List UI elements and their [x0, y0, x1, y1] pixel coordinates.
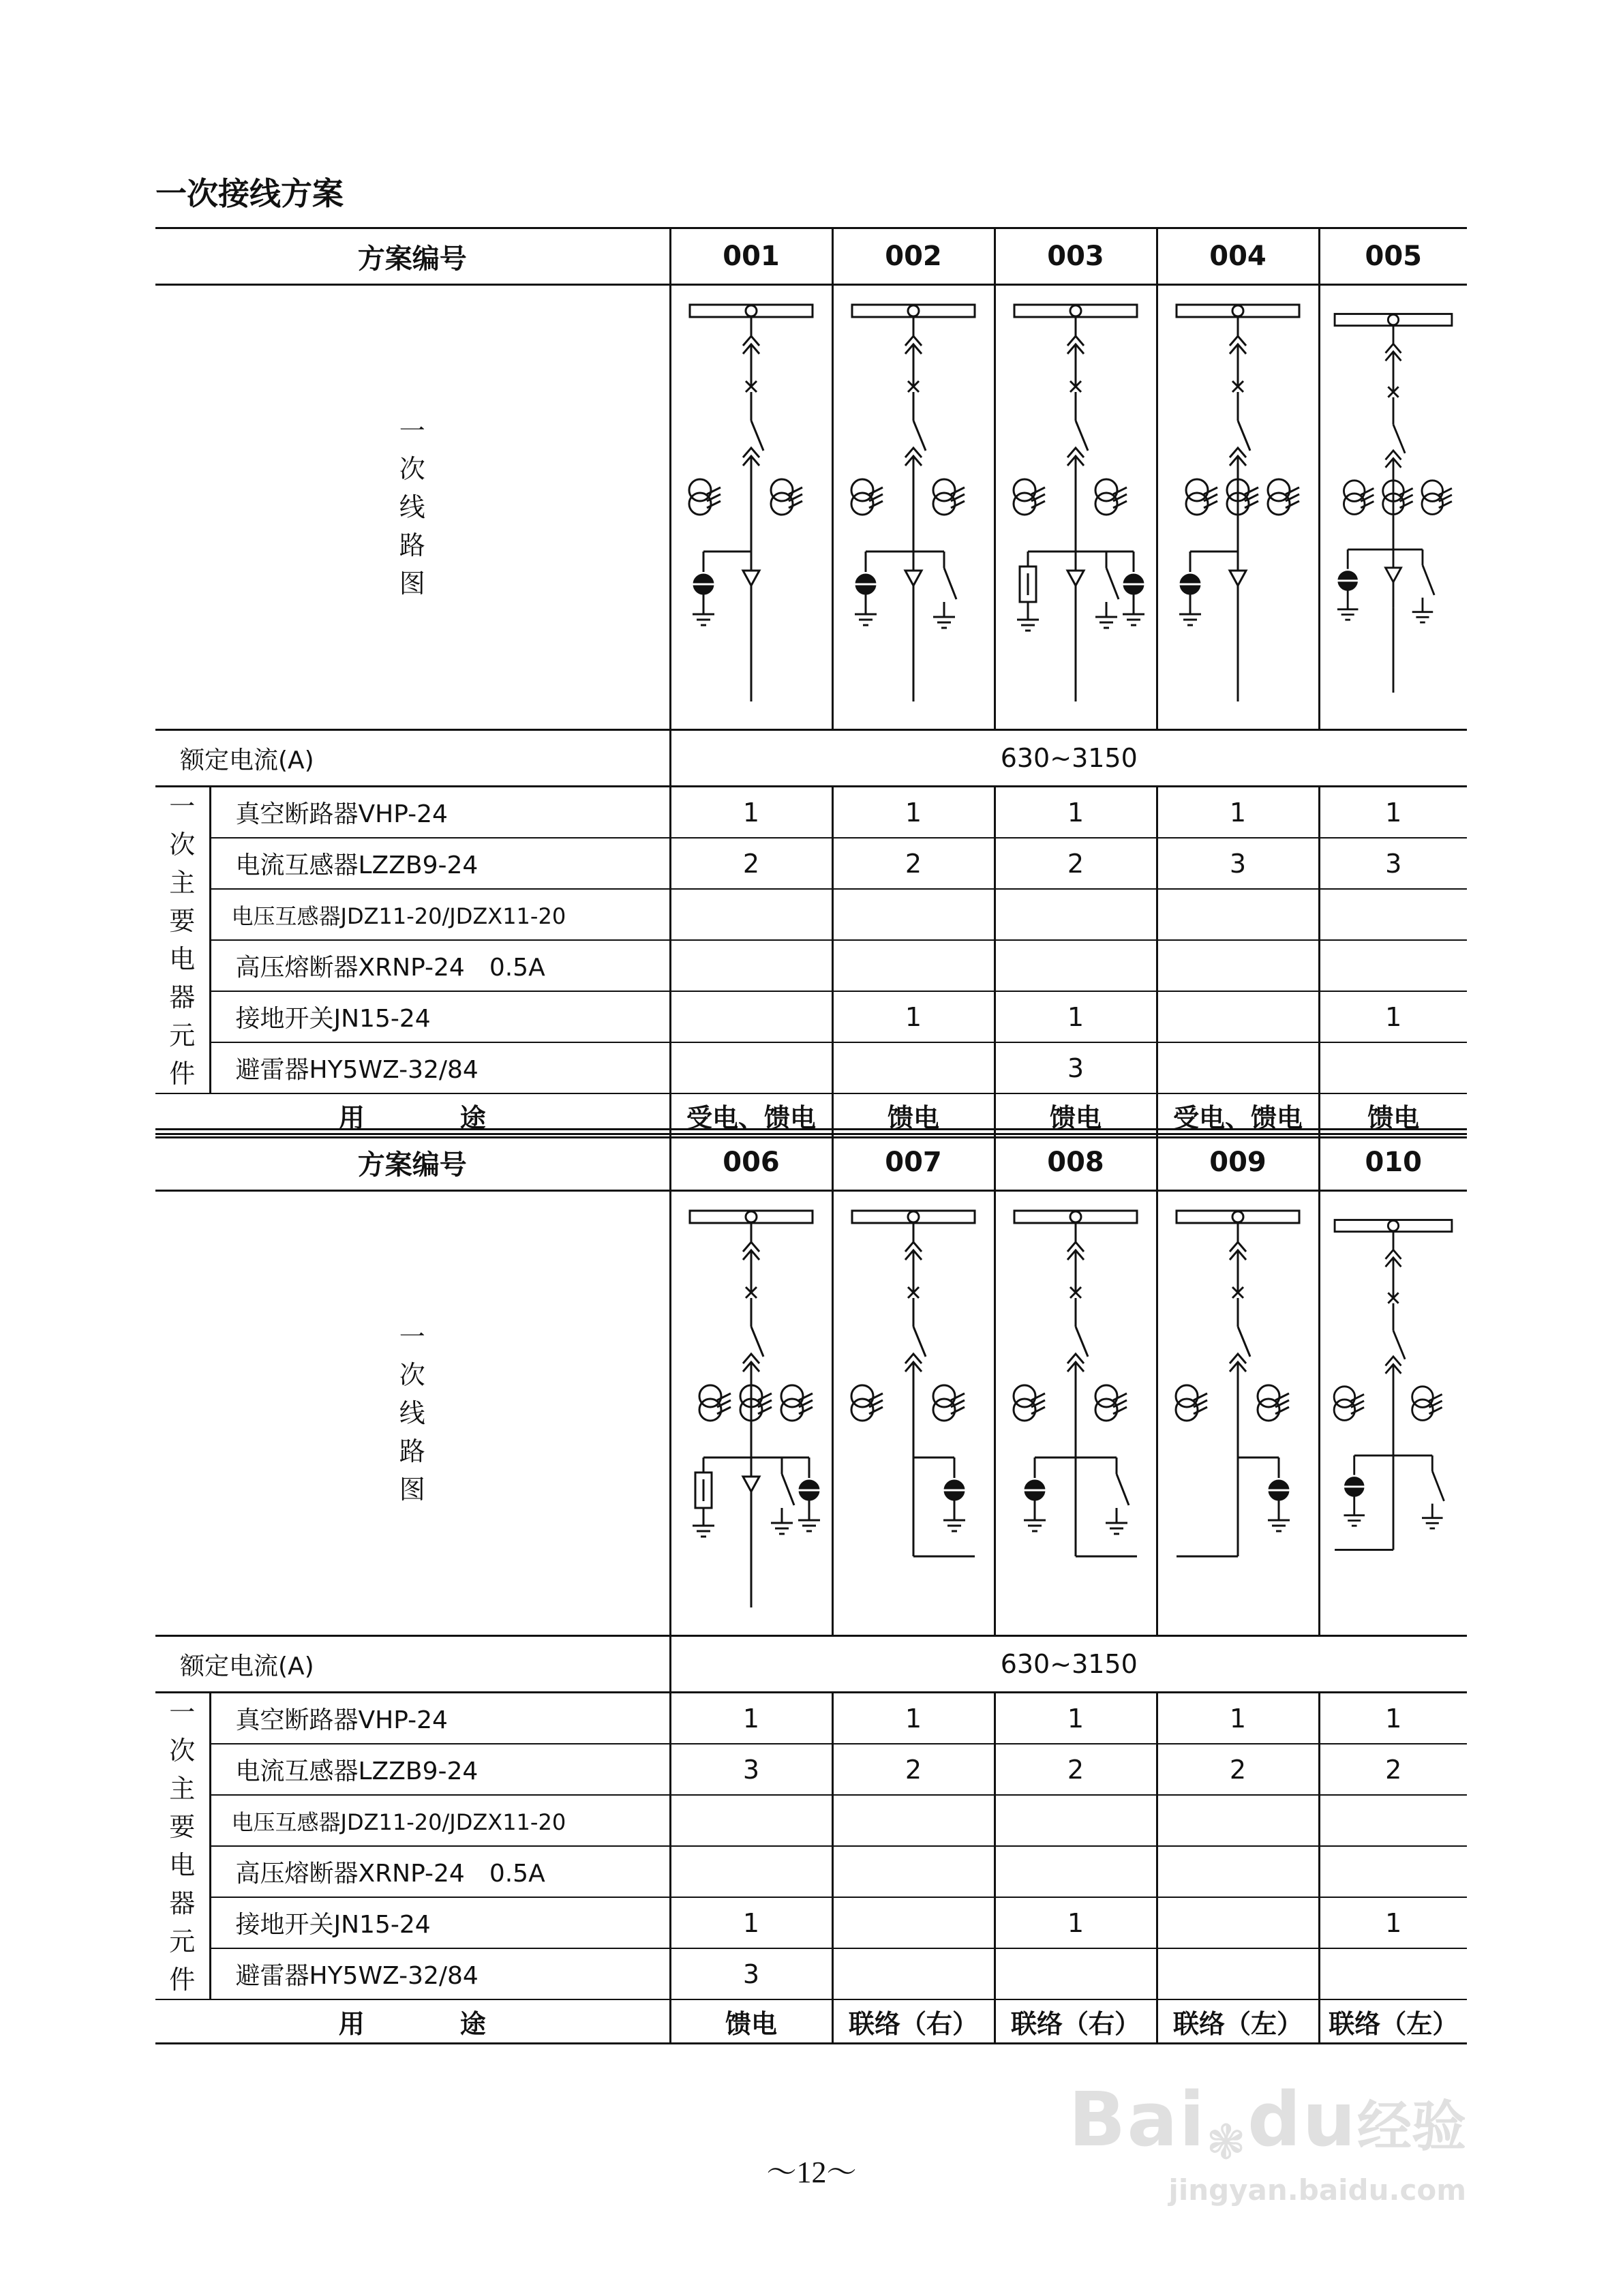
busbar-connection-icon: [1232, 1211, 1243, 1222]
wiring-diagram: [1319, 285, 1467, 730]
scheme-no-label: 方案编号: [155, 228, 670, 285]
element-qty: 2: [832, 838, 995, 889]
current-transformer-icon: [851, 1399, 873, 1421]
current-transformer-icon: [933, 1385, 955, 1407]
schematic-line: [717, 1407, 731, 1414]
schematic-line: [1400, 501, 1413, 508]
earthing-switch-icon: [782, 1474, 794, 1505]
current-transformer-icon: [689, 493, 711, 515]
element-qty: 1: [832, 991, 995, 1042]
scheme-number: 001: [670, 228, 832, 285]
schematic-line: [1031, 1407, 1045, 1414]
busbar-connection-icon: [1070, 305, 1081, 316]
usage-value: 联络（左）: [1157, 1999, 1319, 2044]
table-divider: [155, 1128, 1467, 1132]
current-transformer-icon: [1014, 1385, 1035, 1407]
current-transformer-icon: [1422, 481, 1443, 502]
current-transformer-icon: [1258, 1399, 1279, 1421]
circuit-breaker-icon: [913, 1327, 926, 1357]
element-qty: 2: [670, 838, 832, 889]
schematic-line: [951, 501, 965, 508]
wiring-diagram: [1157, 1191, 1319, 1636]
page-number: ～12～: [766, 2156, 857, 2189]
current-transformer-icon: [1268, 479, 1290, 501]
element-qty: [1319, 1948, 1467, 1999]
wiring-diagram: [670, 1191, 832, 1636]
schematic-line: [1031, 501, 1045, 508]
watermark-logo: Bai❃du经验 jingyan.baidu.com: [1068, 2076, 1466, 2207]
element-qty: [1319, 1795, 1467, 1846]
current-transformer-icon: [1334, 1400, 1355, 1421]
page-title: 一次接线方案: [155, 175, 344, 212]
current-transformer-icon: [1014, 479, 1035, 501]
element-qty: [832, 1795, 995, 1846]
wiring-diagram: [1319, 1191, 1467, 1636]
element-qty: [995, 1795, 1157, 1846]
element-name: 电压互感器JDZ11-20/JDZX11-20: [210, 889, 670, 940]
arrester-icon: [743, 1477, 759, 1492]
element-qty: [832, 889, 995, 940]
usage-value: 联络（右）: [832, 1999, 995, 2044]
element-qty: 2: [1319, 1744, 1467, 1795]
schematic-line: [1194, 1393, 1207, 1400]
current-transformer-icon: [699, 1385, 721, 1407]
element-qty: [1157, 1897, 1319, 1948]
schematic-line: [1275, 1393, 1289, 1400]
current-transformer-icon: [699, 1399, 721, 1421]
schematic-line: [1400, 488, 1413, 495]
rated-current-label: 额定电流(A): [155, 1636, 670, 1693]
schematic-line: [951, 1407, 965, 1414]
schematic-line: [1245, 487, 1258, 494]
schematic-line: [951, 1393, 965, 1400]
schematic-line: [1245, 501, 1258, 508]
element-name: 电流互感器LZZB9-24: [210, 838, 670, 889]
usage-value: 馈电: [995, 1093, 1157, 1138]
element-qty: 3: [1157, 838, 1319, 889]
wiring-diagram: [1157, 285, 1319, 730]
current-transformer-icon: [1412, 1400, 1434, 1421]
schematic-line: [758, 1393, 772, 1400]
rated-current-value: 630~3150: [670, 730, 1467, 787]
element-name: 避雷器HY5WZ-32/84: [210, 1948, 670, 1999]
main-elements-group-label: 一 次 主 要 电 器 元 件: [155, 1693, 210, 2000]
current-transformer-icon: [933, 479, 955, 501]
element-qty: 2: [832, 1744, 995, 1795]
schematic-line: [951, 487, 965, 494]
element-name: 避雷器HY5WZ-32/84: [210, 1042, 670, 1093]
schematic-line: [869, 501, 883, 508]
schematic-line: [789, 501, 802, 508]
arrester-icon: [1067, 571, 1084, 586]
element-qty: [1157, 1042, 1319, 1093]
current-transformer-icon: [781, 1399, 803, 1421]
element-qty: 1: [995, 1693, 1157, 1744]
busbar-connection-icon: [746, 305, 757, 316]
element-qty: 3: [670, 1744, 832, 1795]
wiring-diagram: [832, 285, 995, 730]
element-qty: 1: [995, 1897, 1157, 1948]
scheme-number: 007: [832, 1134, 995, 1191]
usage-value: 馈电: [670, 1999, 832, 2044]
element-qty: 1: [832, 1693, 995, 1744]
current-transformer-icon: [1095, 479, 1117, 501]
usage-value: 受电、馈电: [1157, 1093, 1319, 1138]
usage-value: 受电、馈电: [670, 1093, 832, 1138]
arrester-icon: [743, 571, 759, 586]
schematic-line: [869, 487, 883, 494]
usage-label: 用 途: [155, 1093, 670, 1138]
circuit-breaker-icon: [1076, 421, 1088, 451]
earthing-switch-icon: [1423, 565, 1434, 595]
rated-current-value: 630~3150: [670, 1636, 1467, 1693]
schematic-line: [1439, 488, 1452, 495]
diagram-label: 一 次 线 路 图: [155, 285, 670, 730]
current-transformer-icon: [1412, 1387, 1434, 1408]
element-qty: [832, 1948, 995, 1999]
element-qty: 2: [995, 1744, 1157, 1795]
element-qty: 3: [1319, 838, 1467, 889]
element-qty: [670, 1846, 832, 1897]
current-transformer-icon: [771, 493, 793, 515]
wiring-diagram: [995, 1191, 1157, 1636]
main-elements-group-label: 一 次 主 要 电 器 元 件: [155, 787, 210, 1094]
scheme-number: 003: [995, 228, 1157, 285]
wiring-diagram: [670, 285, 832, 730]
current-transformer-icon: [1422, 494, 1443, 515]
current-transformer-icon: [1258, 1385, 1279, 1407]
element-qty: 1: [670, 1693, 832, 1744]
schematic-line: [1031, 487, 1045, 494]
scheme-number: 010: [1319, 1134, 1467, 1191]
element-qty: 1: [1319, 991, 1467, 1042]
busbar-connection-icon: [908, 305, 919, 316]
earthing-switch-icon: [1433, 1471, 1444, 1501]
element-qty: [1157, 940, 1319, 991]
scheme-number: 004: [1157, 228, 1319, 285]
element-qty: 2: [995, 838, 1157, 889]
usage-value: 馈电: [1319, 1093, 1467, 1138]
scheme-no-label: 方案编号: [155, 1134, 670, 1191]
arrester-icon: [1230, 571, 1246, 586]
schematic-line: [707, 501, 721, 508]
earthing-switch-icon: [1117, 1474, 1129, 1505]
element-name: 接地开关JN15-24: [210, 1897, 670, 1948]
element-qty: 1: [670, 787, 832, 839]
element-qty: 1: [995, 991, 1157, 1042]
circuit-breaker-icon: [751, 421, 763, 451]
current-transformer-icon: [1268, 493, 1290, 515]
current-transformer-icon: [851, 493, 873, 515]
current-transformer-icon: [1014, 1399, 1035, 1421]
element-qty: [995, 940, 1157, 991]
current-transformer-icon: [1186, 493, 1208, 515]
element-qty: [1319, 889, 1467, 940]
rated-current-label: 额定电流(A): [155, 730, 670, 787]
element-name: 电压互感器JDZ11-20/JDZX11-20: [210, 1795, 670, 1846]
element-qty: [832, 1042, 995, 1093]
element-name: 高压熔断器XRNP-24 0.5A: [210, 940, 670, 991]
earthing-switch-icon: [944, 568, 956, 599]
element-qty: 1: [1319, 787, 1467, 839]
circuit-breaker-icon: [1076, 1327, 1088, 1357]
element-name: 真空断路器VHP-24: [210, 1693, 670, 1744]
schematic-line: [1113, 487, 1127, 494]
element-qty: [1157, 1795, 1319, 1846]
element-qty: [995, 889, 1157, 940]
circuit-breaker-icon: [1238, 421, 1250, 451]
current-transformer-icon: [1344, 494, 1365, 515]
current-transformer-icon: [851, 479, 873, 501]
usage-value: 联络（左）: [1319, 1999, 1467, 2044]
element-qty: [832, 1897, 995, 1948]
schematic-line: [1361, 488, 1374, 495]
scheme-number: 002: [832, 228, 995, 285]
element-qty: 1: [995, 787, 1157, 839]
current-transformer-icon: [1344, 481, 1365, 502]
element-qty: [1319, 1042, 1467, 1093]
scheme-number: 009: [1157, 1134, 1319, 1191]
element-qty: [832, 1846, 995, 1897]
element-qty: [670, 1042, 832, 1093]
current-transformer-icon: [851, 1385, 873, 1407]
scheme-table-1: [155, 227, 1467, 1138]
element-qty: 1: [1319, 1897, 1467, 1948]
earthing-switch-icon: [1106, 568, 1119, 599]
current-transformer-icon: [1095, 493, 1117, 515]
busbar-connection-icon: [1389, 314, 1399, 324]
current-transformer-icon: [771, 479, 793, 501]
current-transformer-icon: [1186, 479, 1208, 501]
element-qty: [995, 1846, 1157, 1897]
circuit-breaker-icon: [1393, 425, 1405, 453]
diagram-label: 一 次 线 路 图: [155, 1191, 670, 1636]
element-qty: 1: [832, 787, 995, 839]
busbar-connection-icon: [1070, 1211, 1081, 1222]
element-name: 电流互感器LZZB9-24: [210, 1744, 670, 1795]
wiring-diagram: [995, 285, 1157, 730]
current-transformer-icon: [1095, 1399, 1117, 1421]
schematic-line: [1429, 1394, 1442, 1401]
usage-value: 联络（右）: [995, 1999, 1157, 2044]
schematic-line: [799, 1407, 813, 1414]
element-qty: 1: [1319, 1693, 1467, 1744]
schematic-line: [1351, 1394, 1364, 1401]
current-transformer-icon: [1176, 1399, 1198, 1421]
schematic-line: [717, 1393, 731, 1400]
schematic-line: [1113, 1393, 1127, 1400]
element-qty: 1: [670, 1897, 832, 1948]
element-qty: [995, 1948, 1157, 1999]
schematic-line: [1204, 501, 1217, 508]
busbar-connection-icon: [746, 1211, 757, 1222]
schematic-line: [1286, 501, 1299, 508]
element-qty: [1157, 991, 1319, 1042]
schematic-line: [1204, 487, 1217, 494]
element-qty: 3: [670, 1948, 832, 1999]
element-qty: [670, 889, 832, 940]
element-qty: [1319, 1846, 1467, 1897]
element-qty: [1157, 1948, 1319, 1999]
element-name: 高压熔断器XRNP-24 0.5A: [210, 1846, 670, 1897]
element-qty: [1319, 940, 1467, 991]
busbar-connection-icon: [908, 1211, 919, 1222]
scheme-number: 006: [670, 1134, 832, 1191]
element-qty: [1157, 1846, 1319, 1897]
element-qty: [1157, 889, 1319, 940]
circuit-breaker-icon: [751, 1327, 763, 1357]
element-qty: 1: [1157, 1693, 1319, 1744]
schematic-line: [1286, 487, 1299, 494]
schematic-line: [707, 487, 721, 494]
current-transformer-icon: [933, 493, 955, 515]
scheme-number: 005: [1319, 228, 1467, 285]
current-transformer-icon: [933, 1399, 955, 1421]
element-qty: 2: [1157, 1744, 1319, 1795]
schematic-line: [1439, 501, 1452, 508]
element-name: 真空断路器VHP-24: [210, 787, 670, 839]
arrester-icon: [905, 571, 922, 586]
current-transformer-icon: [689, 479, 711, 501]
circuit-breaker-icon: [1393, 1331, 1405, 1359]
schematic-line: [1429, 1407, 1442, 1414]
current-transformer-icon: [1095, 1385, 1117, 1407]
current-transformer-icon: [1176, 1385, 1198, 1407]
element-qty: 3: [995, 1042, 1157, 1093]
schematic-line: [1275, 1407, 1289, 1414]
circuit-breaker-icon: [913, 421, 926, 451]
usage-value: 馈电: [832, 1093, 995, 1138]
element-qty: [670, 1795, 832, 1846]
busbar-connection-icon: [1389, 1220, 1399, 1230]
schematic-line: [1361, 501, 1374, 508]
schematic-line: [1113, 1407, 1127, 1414]
arrester-icon: [1386, 568, 1401, 582]
element-qty: [670, 940, 832, 991]
usage-label: 用 途: [155, 1999, 670, 2044]
element-name: 接地开关JN15-24: [210, 991, 670, 1042]
element-qty: [670, 991, 832, 1042]
schematic-line: [1194, 1407, 1207, 1414]
schematic-line: [869, 1393, 883, 1400]
schematic-line: [869, 1407, 883, 1414]
schematic-line: [1113, 501, 1127, 508]
element-qty: 1: [1157, 787, 1319, 839]
busbar-connection-icon: [1232, 305, 1243, 316]
current-transformer-icon: [1014, 493, 1035, 515]
scheme-number: 008: [995, 1134, 1157, 1191]
current-transformer-icon: [1334, 1387, 1355, 1408]
schematic-line: [1351, 1407, 1364, 1414]
schematic-line: [1031, 1393, 1045, 1400]
scheme-table-2: [155, 1133, 1467, 2044]
circuit-breaker-icon: [1238, 1327, 1250, 1357]
wiring-diagram: [832, 1191, 995, 1636]
current-transformer-icon: [781, 1385, 803, 1407]
schematic-line: [758, 1407, 772, 1414]
schematic-line: [789, 487, 802, 494]
element-qty: [832, 940, 995, 991]
schematic-line: [799, 1393, 813, 1400]
